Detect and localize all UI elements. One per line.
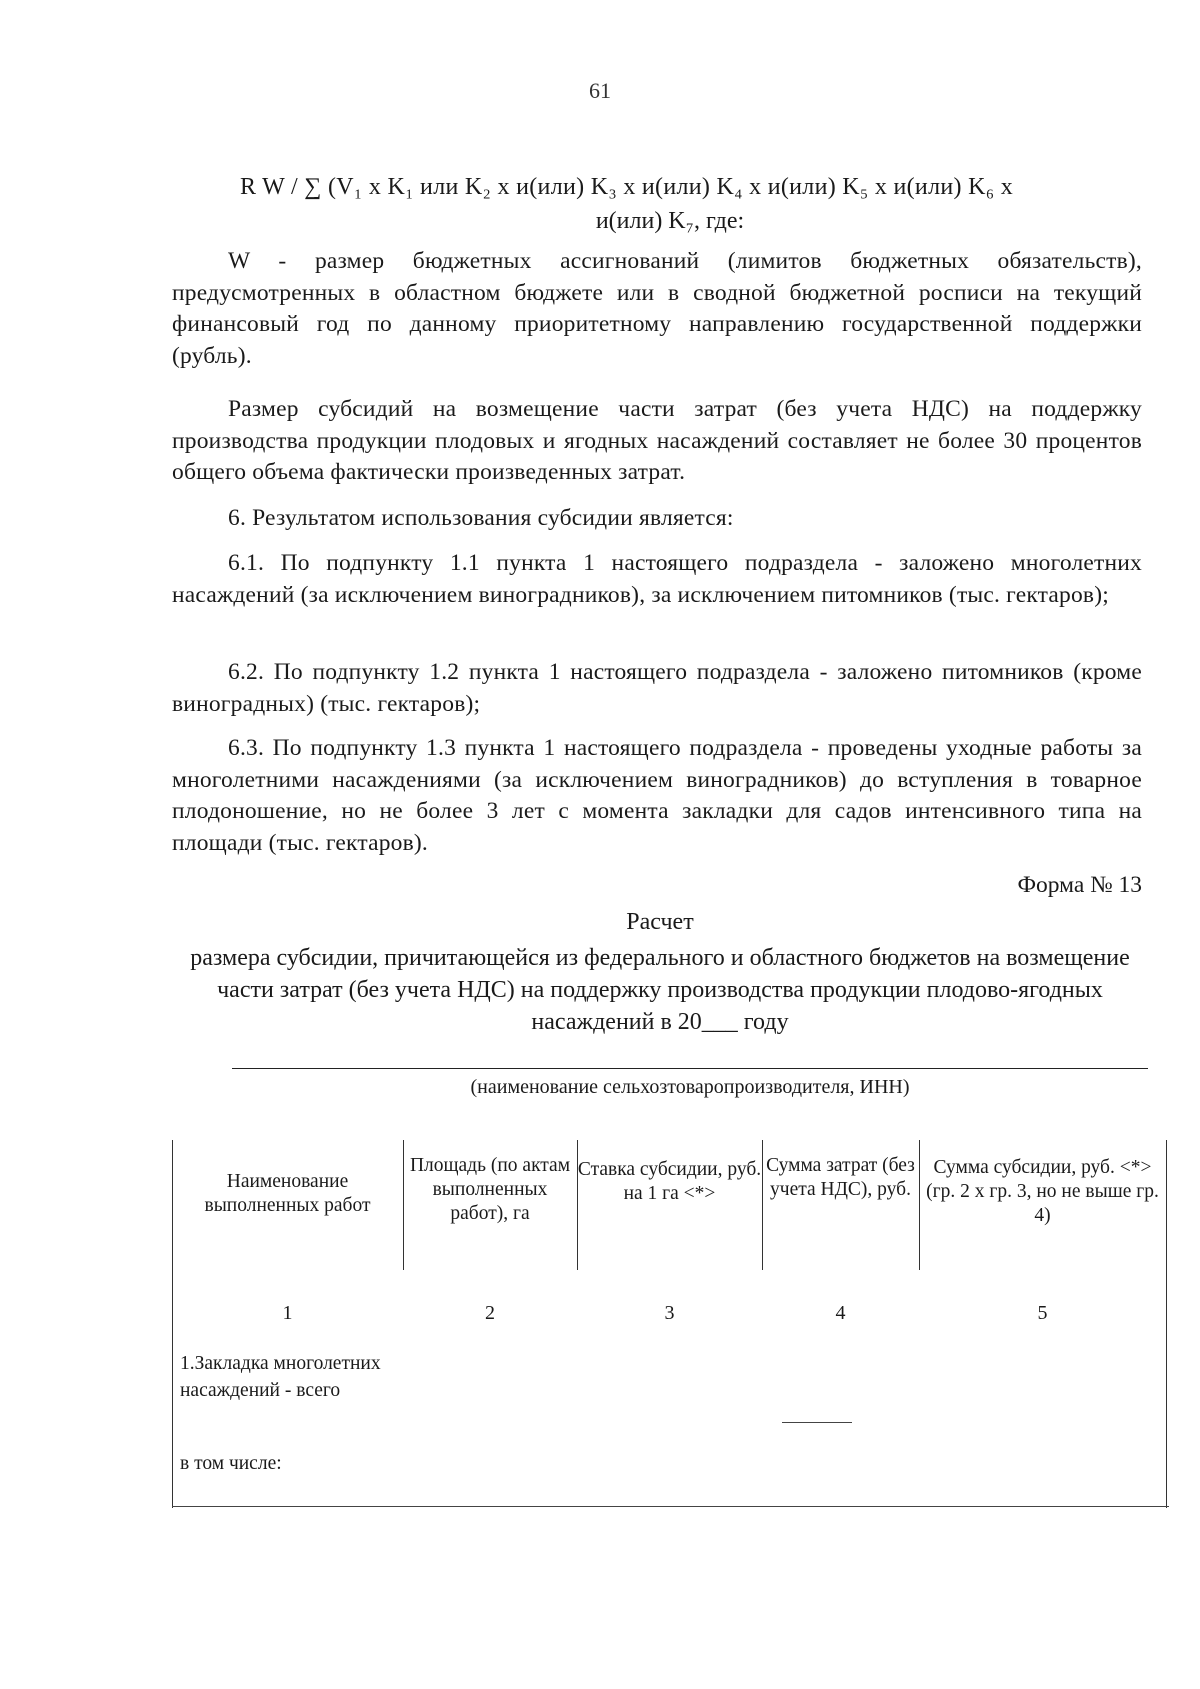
item-6-1-paragraph: 6.1. По подпункту 1.1 пункта 1 настоящего подраздела - заложено многолетних насаждений (за исключением виноградников), за исключением питомников (тыс. гектаров);	[172, 550, 1142, 608]
item-6-3-paragraph: 6.3. По подпункту 1.3 пункта 1 настоящего подраздела - проведены уходные работы за многолетними насаждениями (за исключением виноградников) до вступления в товарное плодоношение, но не более 3 лет с момента закладки для садов интенсивного типа на площади (тыс. гектаров).	[172, 735, 1142, 856]
page-number: 61	[589, 78, 611, 103]
column-number-3: 3	[664, 1302, 675, 1324]
table-bottom-border	[172, 1506, 1169, 1507]
form-number: Форма № 13	[1017, 872, 1142, 898]
column-number-4: 4	[835, 1302, 846, 1324]
cell-underline	[782, 1422, 852, 1423]
table-row-including: в том числе:	[180, 1453, 282, 1474]
header-area: Площадь (по актам выполненных работ), га	[409, 1155, 571, 1224]
subsidy-size-paragraph: Размер субсидий на возмещение части затрат (без учета НДС) на поддержку производства продукции плодовых и ягодных насаждений составляет не более 30 процентов общего объема фактически произведенных затрат.	[172, 396, 1142, 485]
formula-line-1: R W / ∑ (V₁ x K₁ или K₂ x и(или) K₃ x и(или) K₄ x и(или) K₅ x и(или) K₆ x	[240, 174, 1013, 200]
calculation-title-subheading: размера субсидии, причитающейся из федерального и областного бюджетов на возмещение части затрат (без учета НДС) на поддержку производства продукции плодово-ягодных насаждений в 20___ году	[190, 945, 1130, 1035]
header-rate: Ставка субсидии, руб. на 1 га <*>	[577, 1159, 762, 1204]
item-6-2-paragraph: 6.2. По подпункту 1.2 пункта 1 настоящего подраздела - заложено питомников (кроме виноградных) (тыс. гектаров);	[172, 659, 1142, 717]
header-costs: Сумма затрат (без учета НДС), руб.	[766, 1155, 915, 1200]
table-border-right	[1166, 1140, 1167, 1508]
column-number-1: 1	[282, 1302, 293, 1324]
result-intro-paragraph: 6. Результатом использования субсидии является:	[228, 505, 734, 531]
calculation-title	[160, 906, 1160, 1038]
header-work-name: Наименование выполненных работ	[204, 1171, 371, 1216]
subsidy-formula	[170, 170, 1170, 238]
formula-line-2: и(или) K₇, где:	[595, 208, 745, 234]
table-row-planting-total: 1.Закладка многолетних насаждений - всего	[180, 1353, 381, 1401]
column-number-5: 5	[1037, 1302, 1048, 1324]
org-name-underline	[232, 1068, 1148, 1069]
calculation-title-heading: Расчет	[626, 909, 694, 935]
w-definition-paragraph: W - размер бюджетных ассигнований (лимитов бюджетных обязательств), предусмотренных в областном бюджете или в сводной бюджетной росписи на текущий финансовый год по данному приоритетному направлению государственной поддержки (рубль).	[172, 248, 1142, 369]
header-subsidy: Сумма субсидии, руб. <*> (гр. 2 x гр. 3, но не выше гр. 4)	[926, 1157, 1159, 1226]
org-name-caption: (наименование сельхозтоваропроизводителя, ИНН)	[470, 1076, 910, 1098]
column-number-2: 2	[485, 1302, 495, 1324]
